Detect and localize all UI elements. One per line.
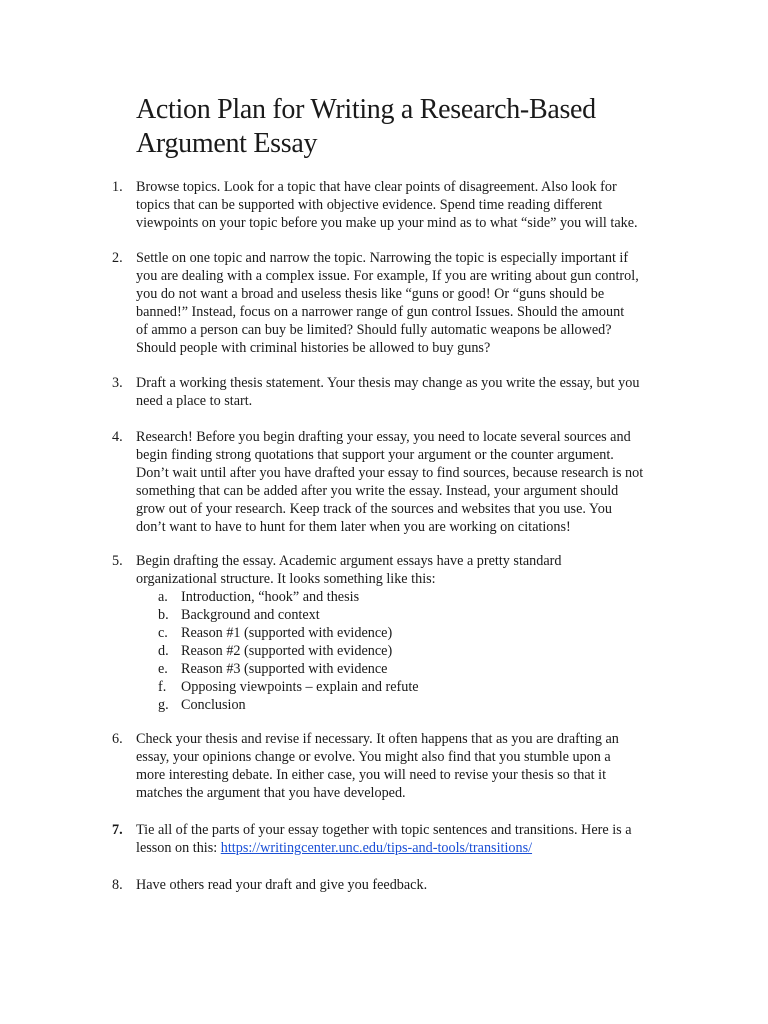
item-line: organizational structure. It looks something like this: <box>136 571 436 587</box>
sub-list-item <box>136 606 687 624</box>
item-line: you are dealing with a complex issue. For example, If you are writing about gun control, <box>136 268 639 284</box>
link-prefix: lesson on this: <box>136 840 221 856</box>
item-body <box>136 730 687 802</box>
item-line: need a place to start. <box>136 393 253 409</box>
item-line: Settle on one topic and narrow the topic. Narrowing the topic is especially important if <box>136 250 629 266</box>
sub-list-item <box>136 678 687 696</box>
sub-item-text: Conclusion <box>181 697 246 713</box>
sub-item-letter: b. <box>158 607 169 623</box>
sub-list-item <box>136 660 687 678</box>
sub-item-letter: e. <box>158 661 168 677</box>
item-line-with-link <box>136 839 687 857</box>
sub-item-text: Reason #2 (supported with evidence) <box>181 643 393 659</box>
sub-list-item <box>136 642 687 660</box>
sub-item-text: Background and context <box>181 607 320 623</box>
item-line: Should people with criminal histories be allowed to buy guns? <box>136 340 491 356</box>
sub-list-item <box>136 696 687 714</box>
item-line: essay, your opinions change or evolve. You might also find that you stumble upon a <box>136 749 611 765</box>
item-line: viewpoints on your topic before you make up your mind as to what “side” you will take. <box>136 215 638 231</box>
item-line: more interesting debate. In either case, you will need to revise your thesis so that it <box>136 767 607 783</box>
title-line-1: Action Plan for Writing a Research-Based <box>136 94 596 125</box>
sub-item-text: Reason #3 (supported with evidence <box>181 661 388 677</box>
sub-item-text: Reason #1 (supported with evidence) <box>181 625 393 641</box>
item-number: 8. <box>112 877 123 893</box>
sub-item-text: Introduction, “hook” and thesis <box>181 589 360 605</box>
sub-list-item <box>136 588 687 606</box>
item-body <box>136 821 687 857</box>
item-body <box>136 552 687 714</box>
item-line: don’t want to have to hunt for them later when you are working on citations! <box>136 519 571 535</box>
sub-list-item <box>136 624 687 642</box>
sub-item-text: Opposing viewpoints – explain and refute <box>181 679 419 695</box>
item-body <box>136 249 687 357</box>
item-line: of ammo a person can buy be limited? Should fully automatic weapons be allowed? <box>136 322 612 338</box>
sub-item-letter: a. <box>158 589 168 605</box>
item-body <box>136 428 687 536</box>
item-line: Research! Before you begin drafting your essay, you need to locate several sources and <box>136 429 631 445</box>
sub-item-letter: f. <box>158 679 167 695</box>
item-body <box>136 178 687 232</box>
item-line: Tie all of the parts of your essay together with topic sentences and transitions. Here is a <box>136 822 632 838</box>
item-line: something that can be added after you write the essay. Instead, your argument should <box>136 483 619 499</box>
item-line: grow out of your research. Keep track of the sources and websites that you use. You <box>136 501 612 517</box>
item-number: 7. <box>112 822 123 838</box>
transitions-link[interactable]: https://writingcenter.unc.edu/tips-and-tools/transitions/ <box>220 840 533 856</box>
sub-item-letter: g. <box>158 697 169 713</box>
item-number: 5. <box>112 553 123 569</box>
sub-item-letter: d. <box>158 643 169 659</box>
item-number: 3. <box>112 375 123 391</box>
item-body <box>136 374 687 410</box>
title-line-2: Argument Essay <box>136 128 318 159</box>
item-line: Have others read your draft and give you feedback. <box>136 877 428 893</box>
document-title <box>136 93 696 161</box>
item-line: begin finding strong quotations that support your argument or the counter argument. <box>136 447 614 463</box>
item-number: 6. <box>112 731 123 747</box>
item-line: Draft a working thesis statement. Your thesis may change as you write the essay, but you <box>136 375 640 391</box>
item-line: Browse topics. Look for a topic that have clear points of disagreement. Also look for <box>136 179 617 195</box>
item-line: you do not want a broad and useless thesis like “guns or good! Or “guns should be <box>136 286 605 302</box>
item-number: 4. <box>112 429 123 445</box>
item-line: banned!” Instead, focus on a narrower range of gun control Issues. Should the amount <box>136 304 625 320</box>
item-line: Check your thesis and revise if necessary. It often happens that as you are drafting an <box>136 731 619 747</box>
item-line: Don’t wait until after you have drafted your essay to find sources, because research is not <box>136 465 644 481</box>
item-number: 2. <box>112 250 123 266</box>
item-number: 1. <box>112 179 123 195</box>
item-line: matches the argument that you have developed. <box>136 785 406 801</box>
item-line: topics that can be supported with objective evidence. Spend time reading different <box>136 197 603 213</box>
item-line: Begin drafting the essay. Academic argument essays have a pretty standard <box>136 553 562 569</box>
item-body <box>136 876 687 894</box>
sub-item-letter: c. <box>158 625 168 641</box>
